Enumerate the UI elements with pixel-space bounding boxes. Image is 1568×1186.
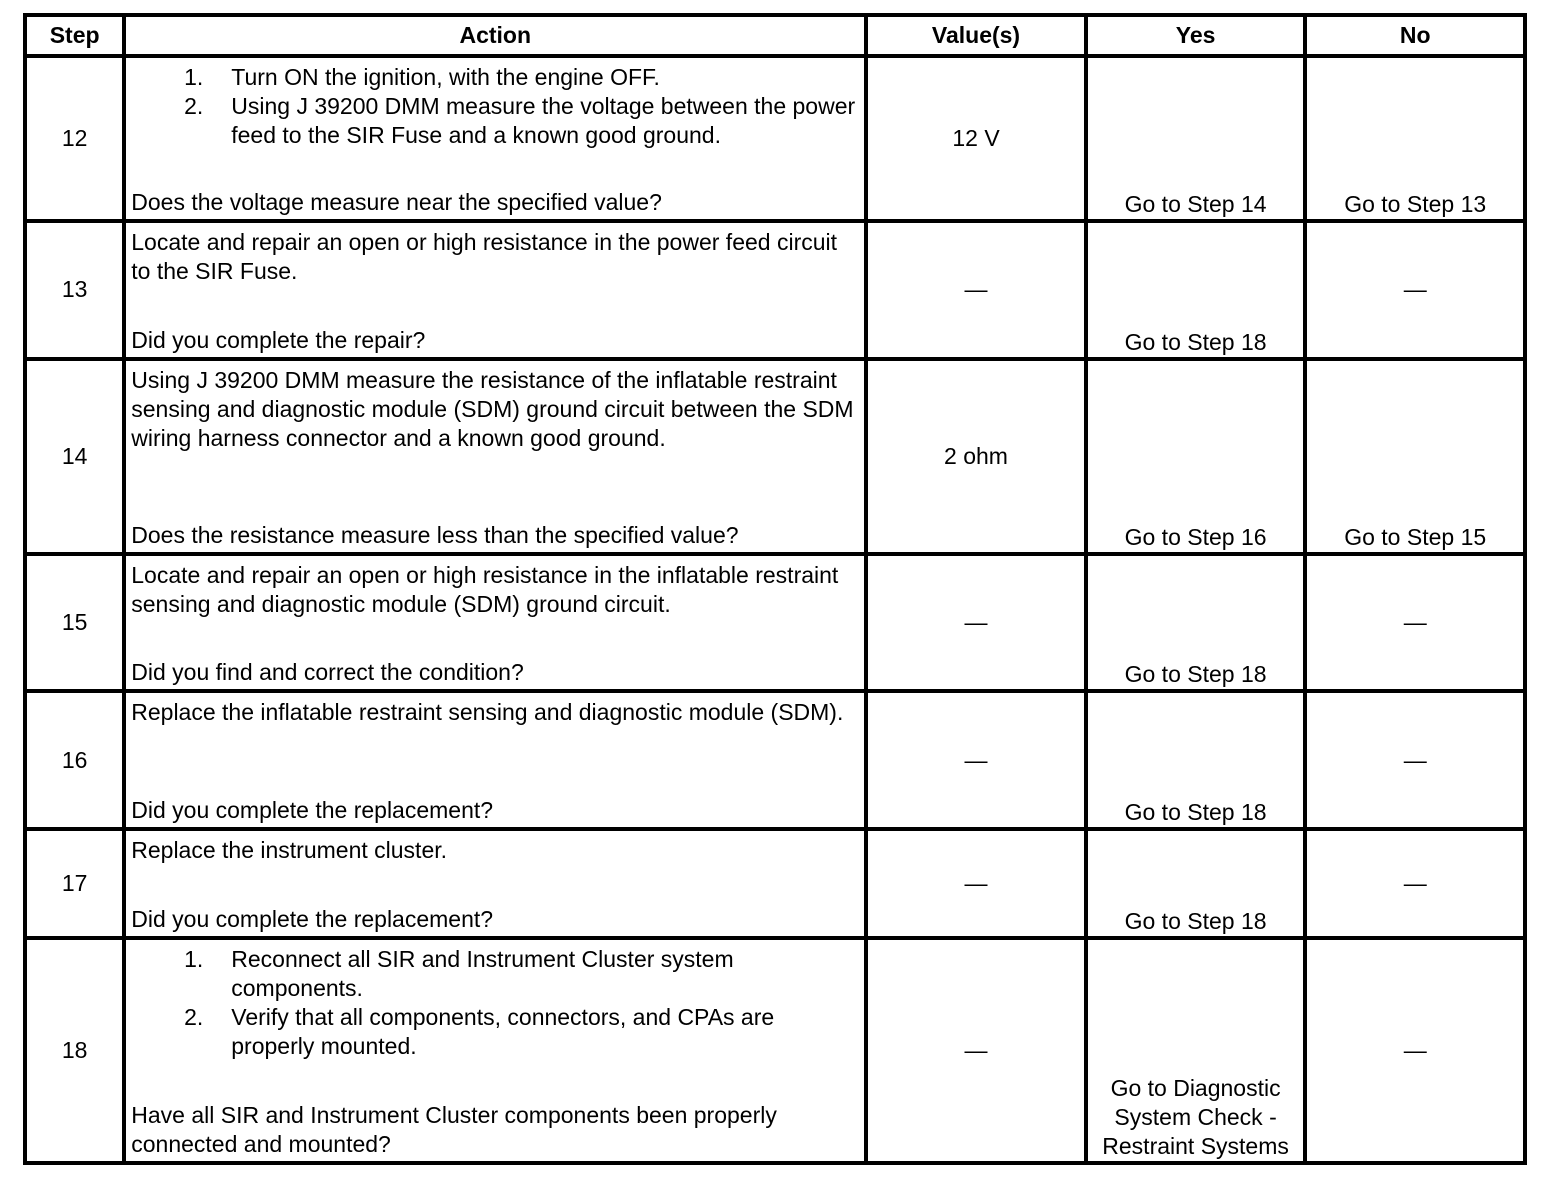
yes-link[interactable]: Go to Step 18 <box>1086 691 1306 829</box>
header-yes: Yes <box>1086 15 1306 56</box>
step-number: 14 <box>25 359 124 554</box>
no-cell: — <box>1305 221 1525 358</box>
table-row <box>25 938 1525 1163</box>
action-cell <box>124 359 866 554</box>
action-cell <box>124 221 866 358</box>
step-number: 18 <box>25 938 124 1163</box>
yes-link[interactable]: Go to Step 14 <box>1086 56 1306 221</box>
list-item: 2. Using J 39200 DMM measure the voltage between the power feed to the SIR Fuse and a known good ground. <box>184 93 856 148</box>
action-cell <box>124 56 866 221</box>
action-question: Have all SIR and Instrument Cluster components been properly connected and mounted? <box>131 1102 777 1157</box>
step-number: 15 <box>25 554 124 691</box>
header-no: No <box>1305 15 1525 56</box>
action-instruction: Replace the instrument cluster. <box>131 837 448 864</box>
step-number: 13 <box>25 221 124 358</box>
action-question: Did you find and correct the condition? <box>131 659 524 686</box>
no-cell: — <box>1305 691 1525 829</box>
table-header <box>25 15 1525 56</box>
no-link[interactable]: Go to Step 15 <box>1305 359 1525 554</box>
list-item: 2. Verify that all components, connectors, and CPAs are properly mounted. <box>184 1003 775 1059</box>
table-row <box>25 829 1525 937</box>
action-question: Did you complete the replacement? <box>131 905 494 932</box>
action-question: Did you complete the repair? <box>131 326 426 353</box>
action-question: Did you complete the replacement? <box>131 797 494 824</box>
step-number: 16 <box>25 691 124 829</box>
no-cell: — <box>1305 554 1525 691</box>
diagnostic-table-sheet <box>23 13 1527 1165</box>
header-step: Step <box>25 15 124 56</box>
action-list <box>131 63 860 150</box>
table-row <box>25 691 1525 829</box>
value-cell: 2 ohm <box>866 359 1086 554</box>
action-cell <box>124 829 866 937</box>
value-cell: — <box>866 221 1086 358</box>
action-question: Does the voltage measure near the specified value? <box>131 189 662 216</box>
action-instruction: Using J 39200 DMM measure the resistance of the inflatable restraint sensing and diagnostic module (SDM) ground circuit between the SDM wiring harness connector and a known good ground. <box>131 366 854 451</box>
value-cell: — <box>866 554 1086 691</box>
no-cell: — <box>1305 938 1525 1163</box>
action-instruction: Locate and repair an open or high resistance in the power feed circuit to the SIR Fuse. <box>131 229 838 285</box>
action-list <box>131 945 860 1061</box>
value-cell: — <box>866 829 1086 937</box>
action-cell <box>124 691 866 829</box>
yes-link[interactable]: Go to Step 16 <box>1086 359 1306 554</box>
no-link[interactable]: Go to Step 13 <box>1305 56 1525 221</box>
table-row <box>25 221 1525 358</box>
action-cell <box>124 554 866 691</box>
header-values: Value(s) <box>866 15 1086 56</box>
yes-link[interactable]: Go to Diagnostic System Check - Restraint Systems <box>1086 938 1306 1163</box>
yes-link[interactable]: Go to Step 18 <box>1086 554 1306 691</box>
action-cell <box>124 938 866 1163</box>
no-cell: — <box>1305 829 1525 937</box>
list-item: 1. Reconnect all SIR and Instrument Cluster system components. <box>184 945 734 1001</box>
yes-link[interactable]: Go to Step 18 <box>1086 829 1306 937</box>
action-question: Does the resistance measure less than the specified value? <box>131 521 739 548</box>
yes-link[interactable]: Go to Step 18 <box>1086 221 1306 358</box>
table-row <box>25 56 1525 221</box>
step-number: 12 <box>25 56 124 221</box>
table-row <box>25 359 1525 554</box>
action-instruction: Replace the inflatable restraint sensing and diagnostic module (SDM). <box>131 699 844 726</box>
value-cell: — <box>866 691 1086 829</box>
value-cell: — <box>866 938 1086 1163</box>
table-row <box>25 554 1525 691</box>
step-number: 17 <box>25 829 124 937</box>
action-instruction: Locate and repair an open or high resistance in the inflatable restraint sensing and diagnostic module (SDM) ground circuit. <box>131 561 839 617</box>
header-action: Action <box>124 15 866 56</box>
diagnostic-steps-table <box>23 13 1527 1165</box>
list-item: 1. Turn ON the ignition, with the engine OFF. <box>184 64 660 90</box>
value-cell: 12 V <box>866 56 1086 221</box>
